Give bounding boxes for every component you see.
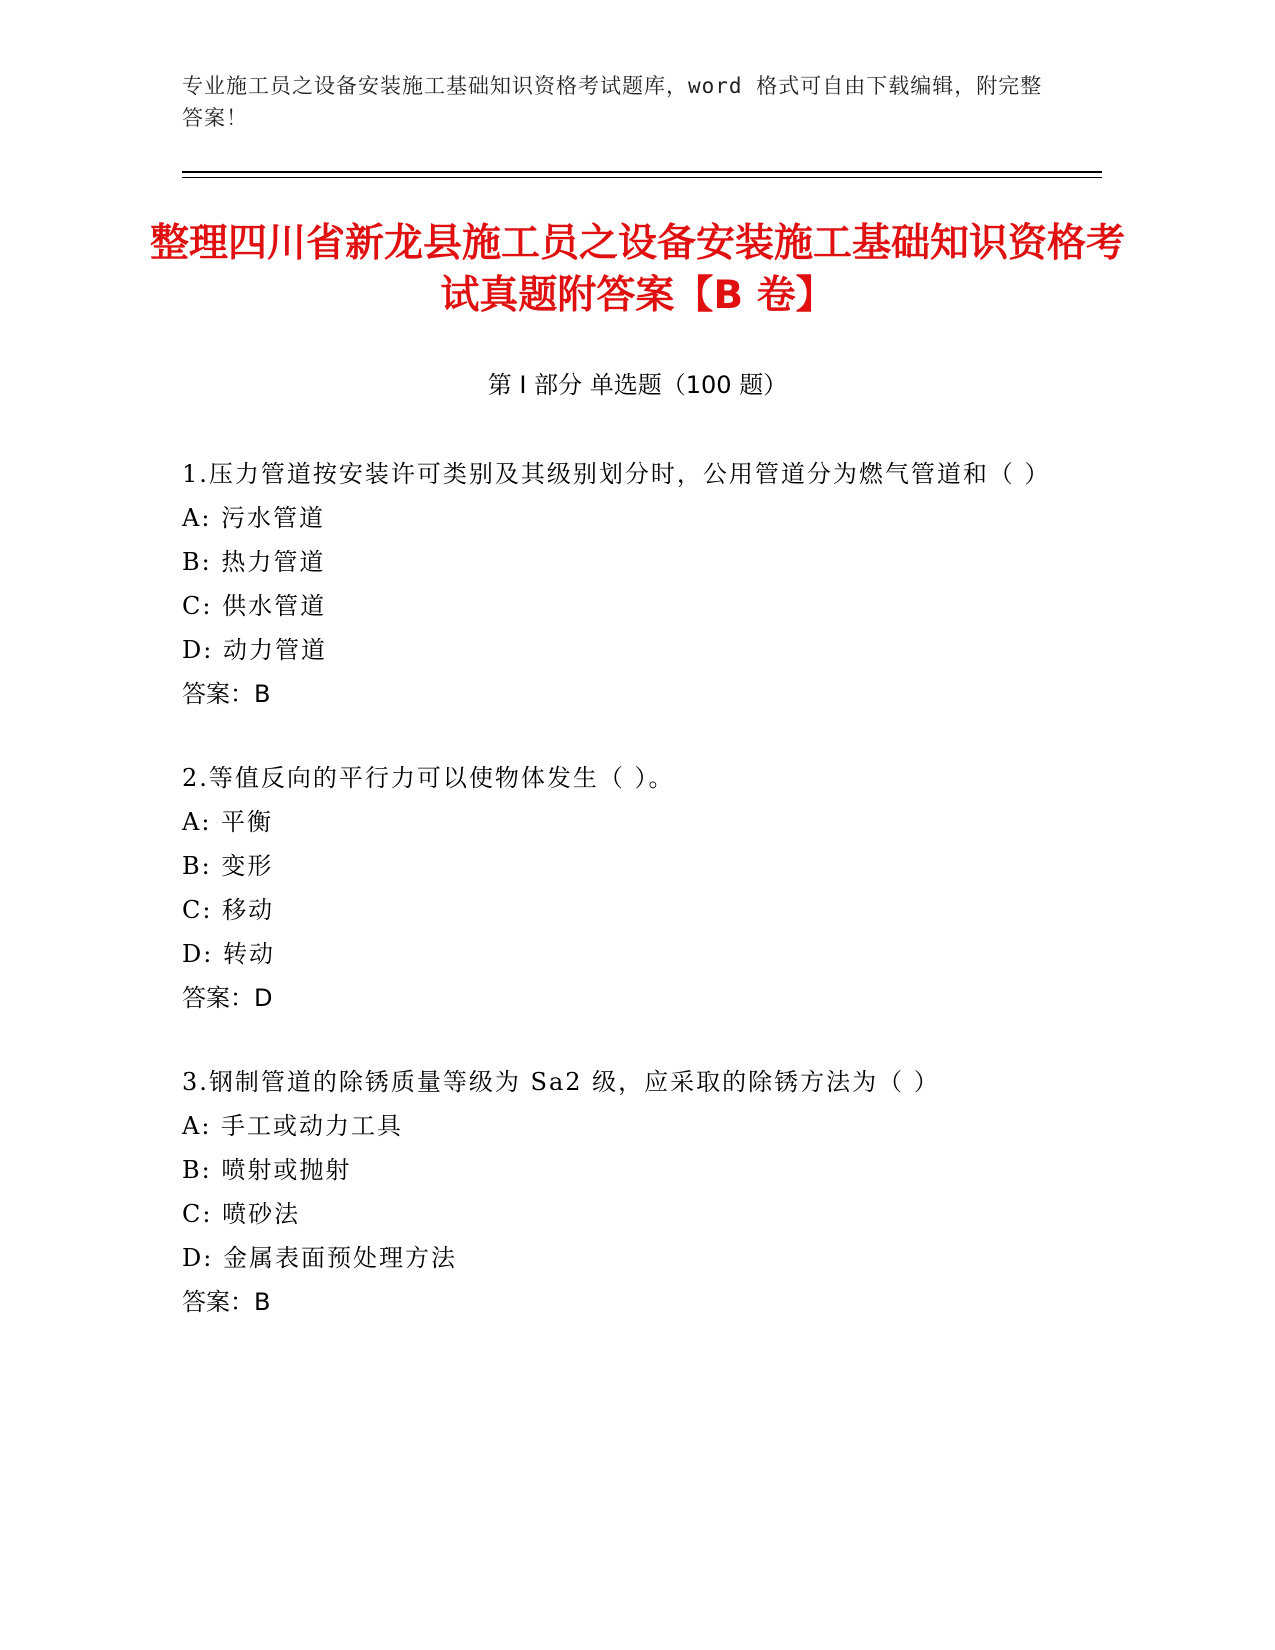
question-list <box>182 452 1062 1364</box>
header-note: 专业施工员之设备安装施工基础知识资格考试题库，word 格式可自由下载编辑，附完整答案！ <box>182 74 1043 130</box>
option-a: A: 平衡 <box>182 808 274 836</box>
option-c: C: 供水管道 <box>182 592 327 620</box>
option-b: B: 喷射或抛射 <box>182 1156 352 1184</box>
option-b: B: 热力管道 <box>182 548 326 576</box>
answer: 答案：B <box>182 1288 271 1316</box>
option-a: A: 手工或动力工具 <box>182 1112 404 1140</box>
question-2 <box>182 756 1062 1020</box>
option-b: B: 变形 <box>182 852 274 880</box>
question-text: 2.等值反向的平行力可以使物体发生（ ）。 <box>182 764 675 792</box>
question-text: 1.压力管道按安装许可类别及其级别划分时，公用管道分为燃气管道和（ ） <box>182 460 1051 488</box>
question-3 <box>182 1060 1062 1324</box>
option-c: C: 移动 <box>182 896 275 924</box>
header-divider-thick <box>182 171 1102 173</box>
option-d: D: 转动 <box>182 940 275 968</box>
section-title: 第 I 部分 单选题（100 题） <box>487 371 788 399</box>
answer: 答案：D <box>182 984 273 1012</box>
answer: 答案：B <box>182 680 271 708</box>
document-title: 整理四川省新龙县施工员之设备安装施工基础知识资格考试真题附答案【B 卷】 <box>150 221 1126 318</box>
option-d: D: 金属表面预处理方法 <box>182 1244 457 1272</box>
question-text: 3.钢制管道的除锈质量等级为 Sa2 级，应采取的除锈方法为（ ） <box>182 1068 940 1096</box>
header-divider-thin <box>182 177 1102 178</box>
option-d: D: 动力管道 <box>182 636 327 664</box>
question-1 <box>182 452 1062 716</box>
option-c: C: 喷砂法 <box>182 1200 301 1228</box>
option-a: A: 污水管道 <box>182 504 326 532</box>
